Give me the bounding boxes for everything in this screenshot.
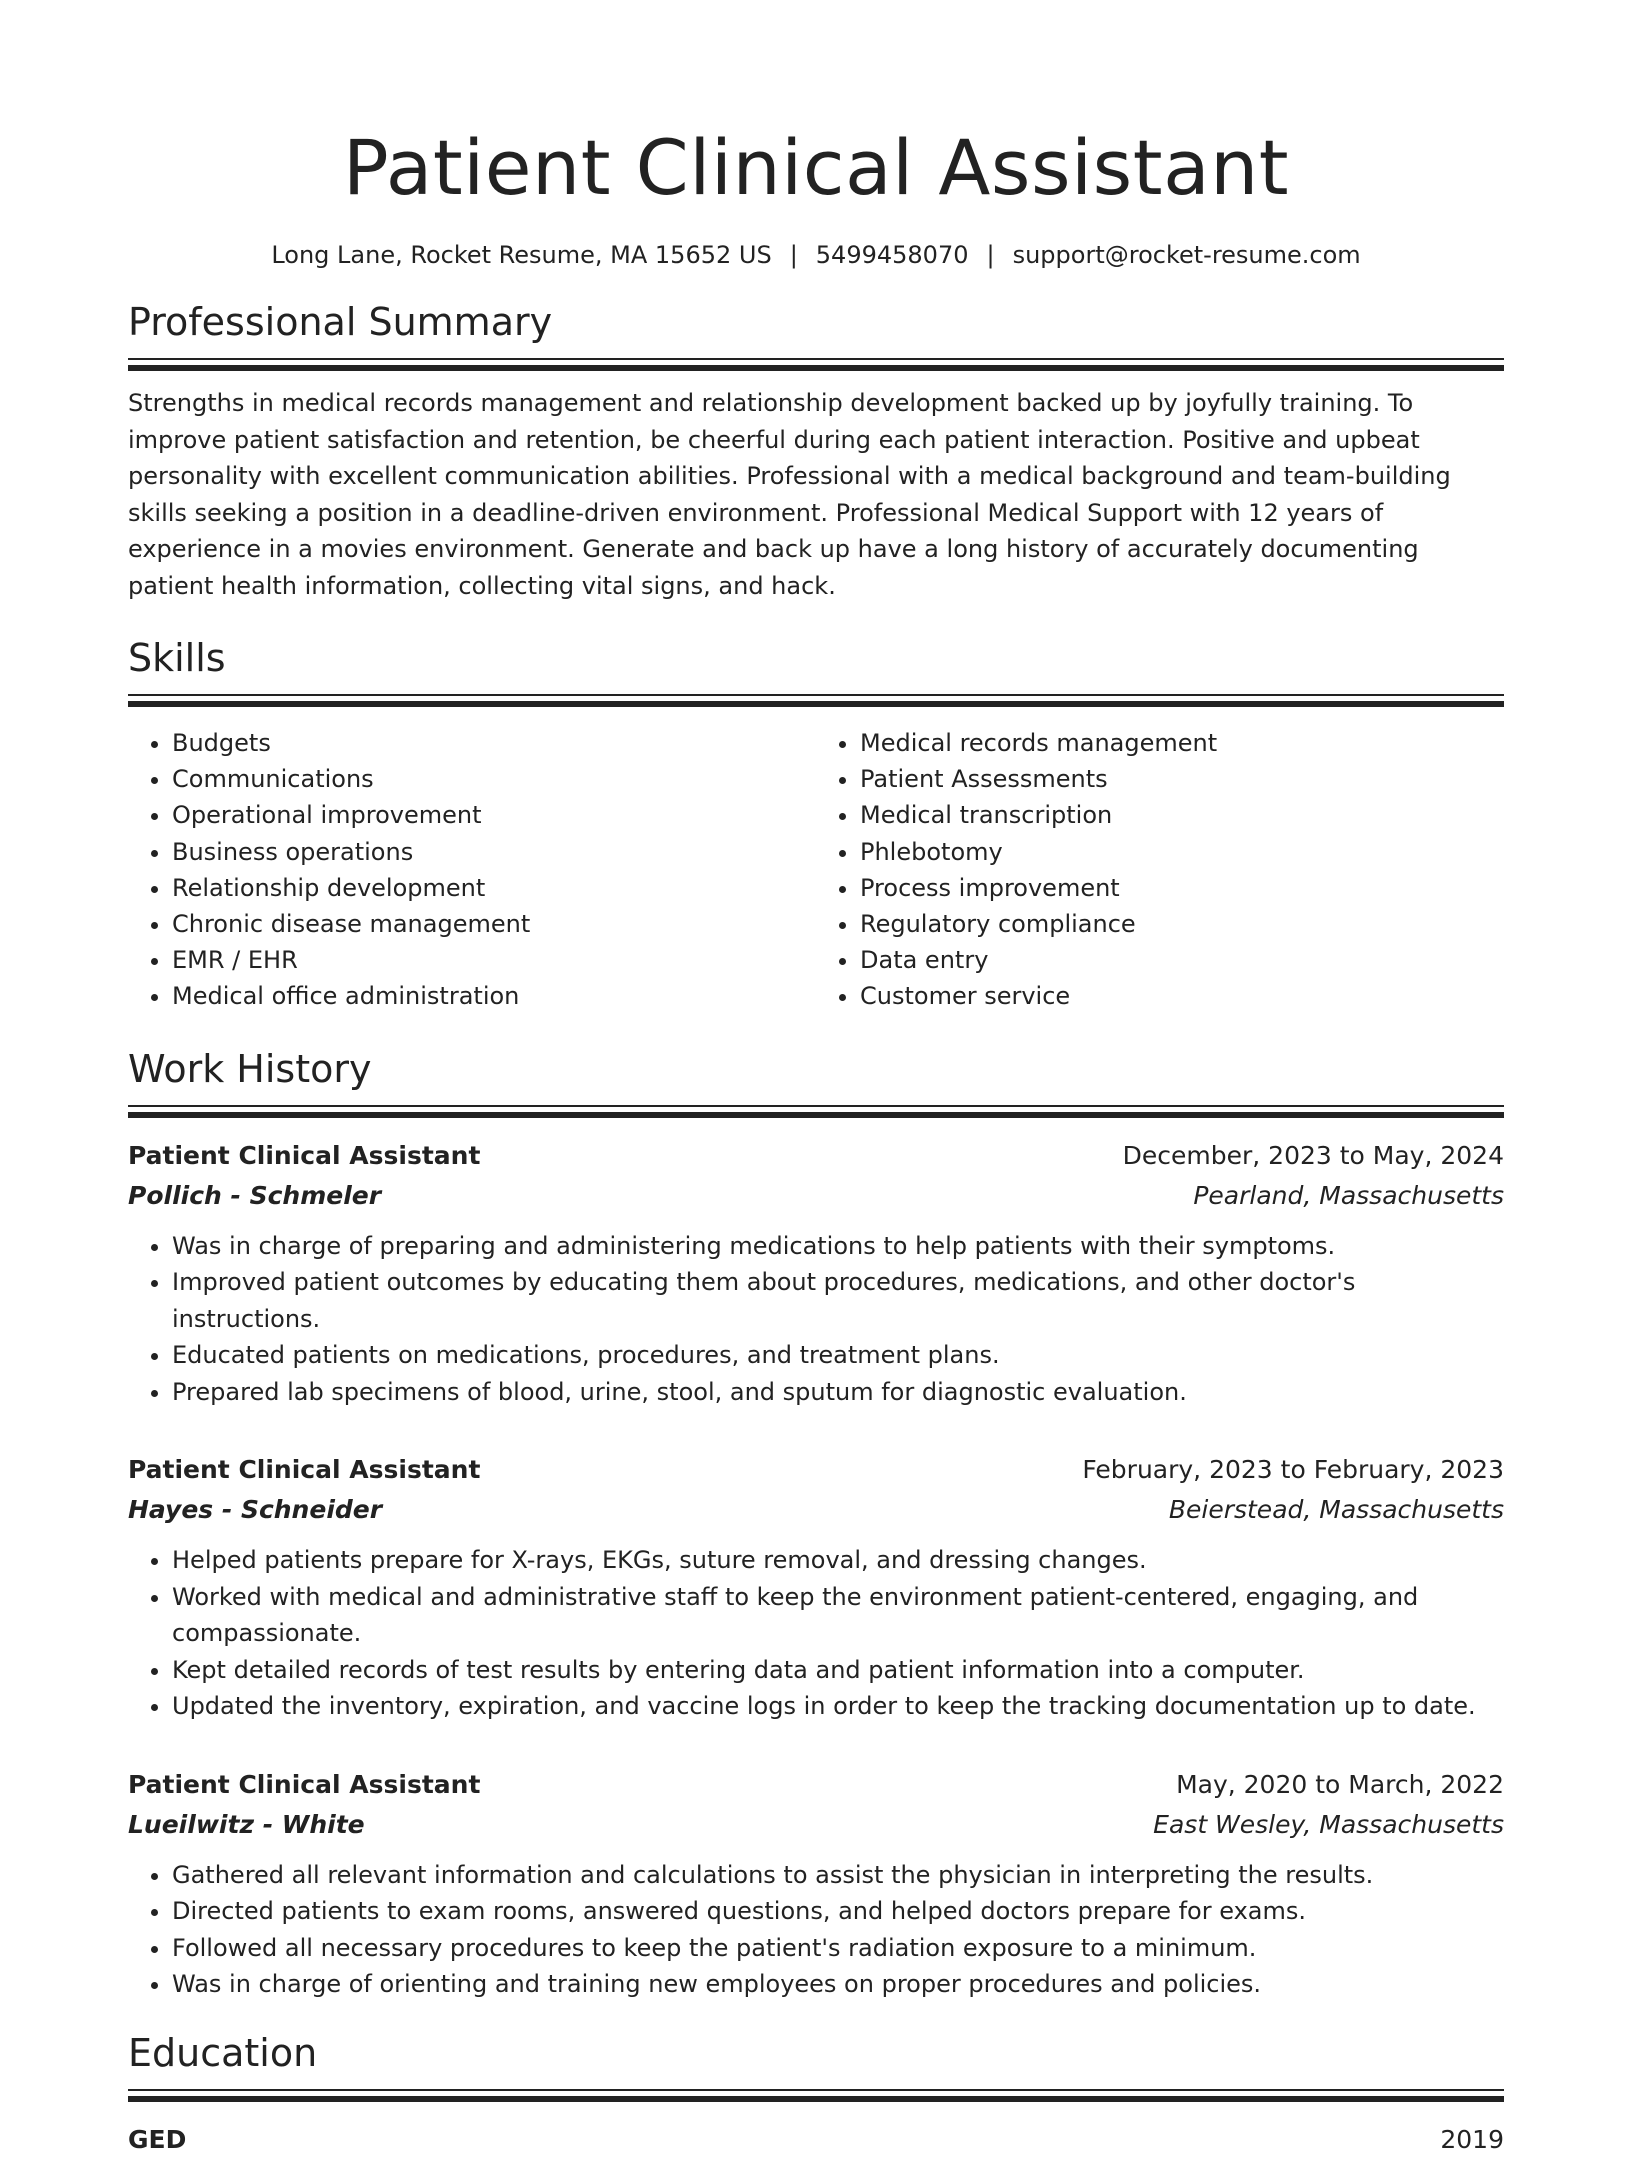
skill-item: • Medical office administration	[172, 978, 816, 1014]
job-duty: • Educated patients on medications, procedures, and treatment plans.	[172, 1337, 1504, 1374]
job-duty: • Prepared lab specimens of blood, urine, stool, and sputum for diagnostic evaluation.	[172, 1374, 1504, 1411]
skill-item: • EMR / EHR	[172, 942, 816, 978]
section-title-education: Education	[128, 2030, 318, 2075]
section-divider-thin	[128, 694, 1504, 696]
job-title: Patient Clinical Assistant	[128, 1140, 481, 1170]
job-duty: • Updated the inventory, expiration, and vaccine logs in order to keep the tracking documentation up to date.	[172, 1688, 1504, 1725]
skill-item: • Regulatory compliance	[860, 906, 1504, 942]
job-duty: • Gathered all relevant information and calculations to assist the physician in interpreting the results.	[172, 1857, 1504, 1894]
job-title: Patient Clinical Assistant	[128, 1455, 481, 1485]
contact-separator: |	[986, 241, 995, 269]
job-company-row	[128, 1176, 1504, 1216]
job-header-row	[128, 1450, 1504, 1490]
job-header-row	[128, 1136, 1504, 1176]
job-location: Pearland, Massachusetts	[1193, 1180, 1504, 1210]
job-location: East Wesley, Massachusetts	[1153, 1809, 1504, 1839]
job-duties-list	[128, 1857, 1504, 2003]
job-entry	[128, 1136, 1504, 1411]
skills-grid	[128, 725, 1504, 1015]
job-company-row	[128, 1490, 1504, 1530]
job-duty: • Kept detailed records of test results by entering data and patient information into a computer.	[172, 1652, 1504, 1689]
education-section	[128, 2029, 1504, 2160]
skill-item: • Chronic disease management	[172, 906, 816, 942]
skill-item: • Operational improvement	[172, 797, 816, 833]
section-divider-thin	[128, 1105, 1504, 1107]
job-duties-list	[128, 1542, 1504, 1725]
section-divider-thin	[128, 2089, 1504, 2091]
job-company: Hayes - Schneider	[128, 1495, 383, 1525]
address-text: Long Lane, Rocket Resume, MA 15652 US	[271, 241, 772, 269]
section-divider-thick	[128, 701, 1504, 707]
job-entry	[128, 1450, 1504, 1725]
job-duty: • Followed all necessary procedures to keep the patient's radiation exposure to a minimum.	[172, 1930, 1504, 1967]
skill-item: • Budgets	[172, 725, 816, 761]
section-divider-thick	[128, 2096, 1504, 2102]
section-divider-thick	[128, 1112, 1504, 1118]
summary-section	[128, 298, 1504, 604]
section-divider-thin	[128, 358, 1504, 360]
job-duty: • Was in charge of orienting and training new employees on proper procedures and policies.	[172, 1966, 1504, 2003]
job-title: Patient Clinical Assistant	[128, 1769, 481, 1799]
section-title-skills: Skills	[128, 636, 226, 680]
job-duty: • Was in charge of preparing and administering medications to help patients with their symptoms.	[172, 1228, 1504, 1265]
skills-list-right	[816, 725, 1504, 1015]
email-text: support@rocket-resume.com	[1012, 241, 1361, 269]
section-divider-thick	[128, 365, 1504, 371]
job-duties-list	[128, 1228, 1504, 1411]
skill-item: • Communications	[172, 761, 816, 797]
job-company: Lueilwitz - White	[128, 1809, 365, 1839]
education-year: 2019	[1440, 2124, 1504, 2154]
job-location: Beierstead, Massachusetts	[1168, 1495, 1504, 1525]
summary-text: Strengths in medical records management and relationship development backed up by joyfully training. To improve patient satisfaction and retention, be cheerful during each patient interaction. Positive and upbeat personality with excellent communication abilities. Professional with a medical background and team-building skills seeking a position in a deadline-driven environment. Professional Medical Support with 12 years of experience in a movies environment. Generate and back up have a long history of accurately documenting patient health information, collecting vital signs, and hack.	[128, 389, 1451, 600]
job-duty: • Improved patient outcomes by educating them about procedures, medications, and other doctor's instructions.	[172, 1264, 1504, 1337]
job-duty: • Worked with medical and administrative staff to keep the environment patient-centered, engaging, and compassionate.	[172, 1579, 1504, 1652]
skill-item: • Relationship development	[172, 870, 816, 906]
education-entry	[128, 2120, 1504, 2160]
skills-section	[128, 634, 1504, 1015]
job-dates: May, 2020 to March, 2022	[1176, 1769, 1504, 1799]
job-header-row	[128, 1765, 1504, 1805]
skill-item: • Customer service	[860, 978, 1504, 1014]
skill-item: • Process improvement	[860, 870, 1504, 906]
job-duty: • Helped patients prepare for X-rays, EKGs, suture removal, and dressing changes.	[172, 1542, 1504, 1579]
job-duty: • Directed patients to exam rooms, answered questions, and helped doctors prepare for exams.	[172, 1893, 1504, 1930]
section-title-work-history: Work History	[128, 1046, 372, 1091]
skill-item: • Medical records management	[860, 725, 1504, 761]
skill-item: • Business operations	[172, 834, 816, 870]
education-degree: GED	[128, 2124, 187, 2154]
candidate-name: Patient Clinical Assistant	[342, 123, 1290, 212]
job-company-row	[128, 1805, 1504, 1845]
job-dates: December, 2023 to May, 2024	[1122, 1140, 1504, 1170]
skill-item: • Medical transcription	[860, 797, 1504, 833]
phone-text: 5499458070	[815, 241, 969, 269]
skill-item: • Phlebotomy	[860, 834, 1504, 870]
job-entry	[128, 1765, 1504, 2003]
resume-page	[128, 0, 1504, 2160]
contact-separator: |	[789, 241, 798, 269]
work-history-section	[128, 1045, 1504, 2003]
skill-item: • Data entry	[860, 942, 1504, 978]
skill-item: • Patient Assessments	[860, 761, 1504, 797]
skills-list-left	[128, 725, 816, 1015]
job-company: Pollich - Schmeler	[128, 1180, 382, 1210]
contact-line	[128, 238, 1504, 272]
section-title-summary: Professional Summary	[128, 300, 553, 344]
job-dates: February, 2023 to February, 2023	[1082, 1455, 1504, 1485]
